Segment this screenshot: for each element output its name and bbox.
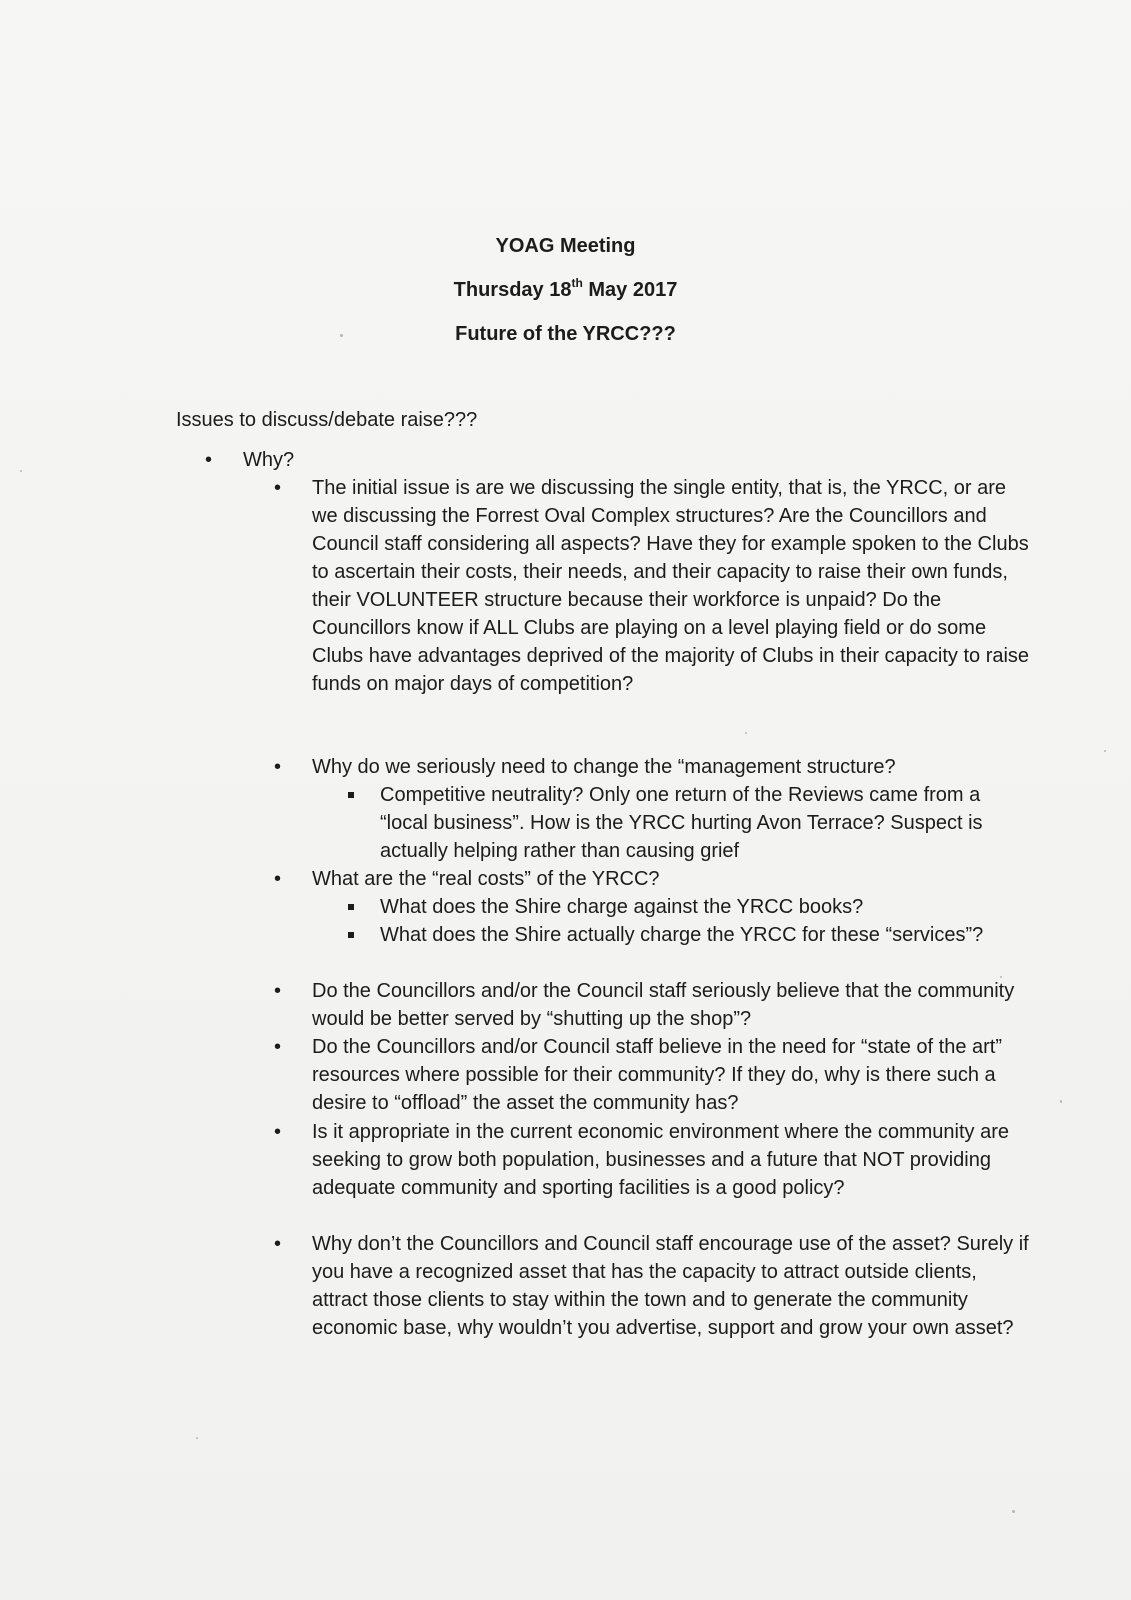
list-item: The initial issue is are we discussing the single entity, that is, the YRCC, or are we discussing the Forrest Oval Complex structures? Are the Councillors and Council staff considering all aspects? Have they for example spoken to the Clubs to ascertain their costs, their needs, and their capacity to raise their own funds, their VOLUNTEER structure because their workforce is unpaid? Do the Councillors know if ALL Clubs are playing on a level playing field or do some Clubs have advantages deprived of the majority of Clubs in their capacity to raise funds on major days of competition?: [312, 477, 1030, 695]
scan-speck: [340, 334, 343, 337]
scan-speck: [1000, 976, 1002, 978]
document-title: YOAG Meeting: [495, 235, 636, 257]
list-item: What does the Shire actually charge the YRCC for these “services”?: [380, 924, 984, 946]
scan-speck: [20, 470, 22, 472]
date-ordinal: th: [571, 276, 583, 291]
bullet-square-icon: [348, 792, 354, 798]
document-subtitle: Future of the YRCC???: [455, 323, 676, 345]
list-item: What does the Shire charge against the YRCC books?: [380, 896, 864, 918]
list-item: Why?: [243, 449, 295, 471]
date-suffix: May 2017: [582, 279, 678, 301]
list-item: Do the Councillors and/or Council staff believe in the need for “state of the art” resources where possible for their community? If they do, why is there such a desire to “offload” the asset the community has?: [312, 1036, 1003, 1114]
date-prefix: Thursday 18: [453, 279, 572, 301]
bullet-square-icon: [348, 932, 354, 938]
list-item: What are the “real costs” of the YRCC?: [312, 868, 660, 890]
bullet-dot-icon: •: [274, 1121, 282, 1143]
scan-speck: [1104, 750, 1106, 752]
list-item: Is it appropriate in the current economic environment where the community are seeking to grow both population, businesses and a future that NOT providing adequate community and sporting facilities is a good policy?: [312, 1121, 1010, 1199]
list-item: Competitive neutrality? Only one return of the Reviews came from a “local business”. How is the YRCC hurting Avon Terrace? Suspect is actually helping rather than causing grief: [380, 784, 983, 862]
bullet-dot-icon: •: [205, 449, 213, 471]
bullet-dot-icon: •: [274, 1233, 282, 1255]
scan-speck: [1060, 1100, 1062, 1103]
list-item: Why do we seriously need to change the “management structure?: [312, 756, 896, 778]
list-item: Why don’t the Councillors and Council staff encourage use of the asset? Surely if you have a recognized asset that has the capacity to attract outside clients, attract those clients to stay within the town and to generate the community economic base, why wouldn’t you advertise, support and grow your own asset?: [312, 1233, 1029, 1339]
bullet-dot-icon: •: [274, 868, 282, 890]
scan-speck: [196, 1437, 198, 1439]
bullet-dot-icon: •: [274, 756, 282, 778]
bullet-dot-icon: •: [274, 477, 282, 499]
meeting-date: [0, 278, 1131, 302]
scan-speck: [745, 732, 747, 734]
bullet-dot-icon: •: [274, 1036, 282, 1058]
intro-text: Issues to discuss/debate raise???: [176, 409, 478, 431]
scan-speck: [1012, 1510, 1015, 1513]
bullet-square-icon: [348, 904, 354, 910]
bullet-dot-icon: •: [274, 980, 282, 1002]
list-item: Do the Councillors and/or the Council staff seriously believe that the community would be better served by “shutting up the shop”?: [312, 980, 1015, 1030]
